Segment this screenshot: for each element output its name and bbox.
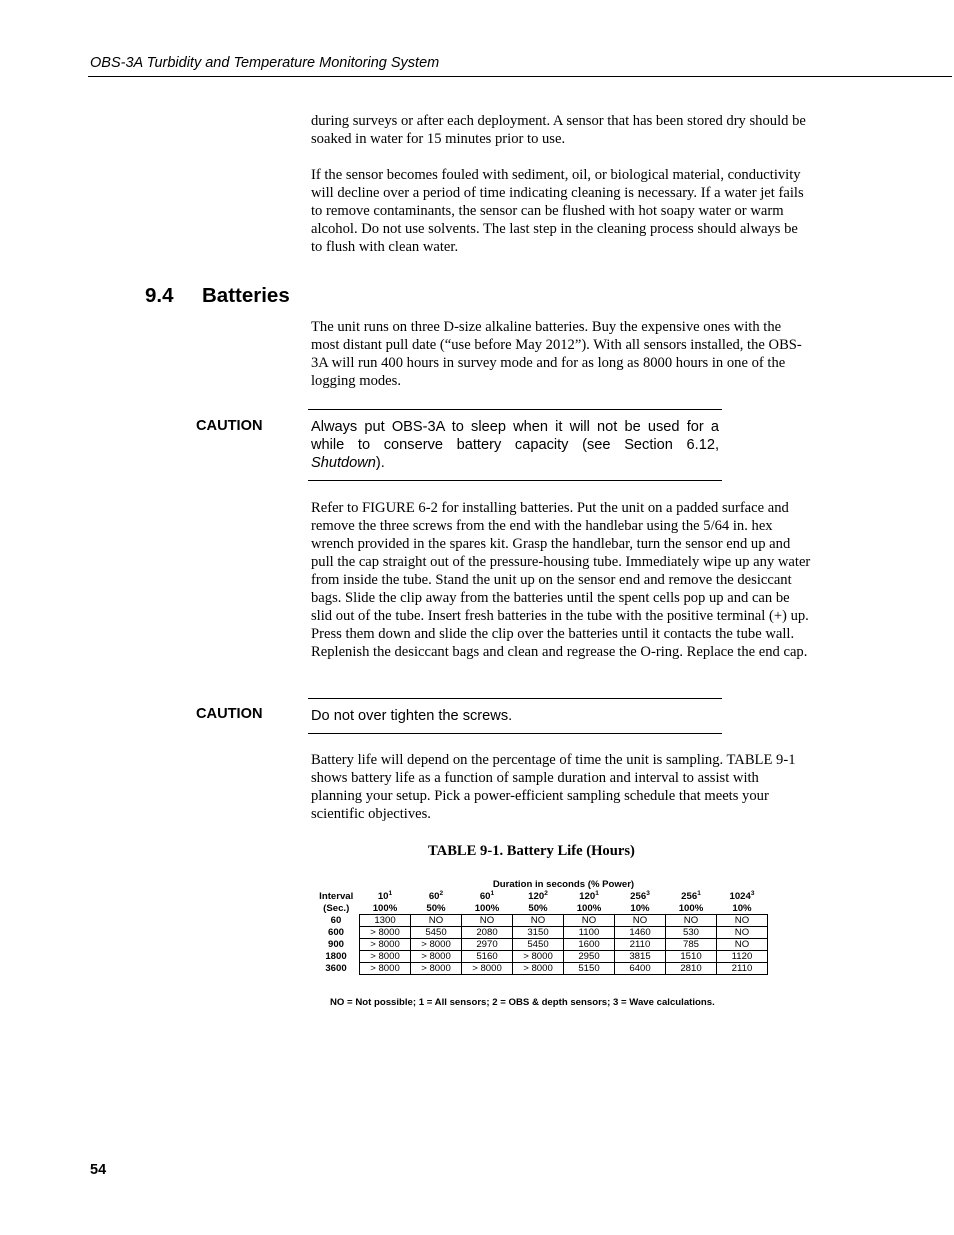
- battery-life-cell: NO: [717, 915, 768, 927]
- battery-life-cell: > 8000: [360, 939, 411, 951]
- section-heading: [145, 284, 290, 308]
- duration-value: 256: [681, 890, 698, 902]
- table-row: [313, 963, 768, 975]
- battery-life-cell: 1510: [666, 951, 717, 963]
- duration-value: 256: [630, 890, 647, 902]
- power-header-cell: 100%: [576, 902, 602, 914]
- table-row: [313, 915, 768, 927]
- table-footnote: NO = Not possible; 1 = All sensors; 2 = OBS & depth sensors; 3 = Wave calculations.: [330, 997, 715, 1008]
- duration-header-cell: [666, 890, 717, 902]
- paragraph-battery-intro: The unit runs on three D-size alkaline batteries. Buy the expensive ones with the most distant pull date (“use before May 2012”). With all sensors installed, the OBS-3A will run 400 hours in survey mode and for as long as 8000 hours in one of the logging modes.: [311, 319, 802, 389]
- battery-life-cell: 2080: [462, 927, 513, 939]
- battery-life-cell: NO: [513, 915, 564, 927]
- battery-life-cell: 5450: [411, 927, 462, 939]
- battery-life-cell: 530: [666, 927, 717, 939]
- battery-life-cell: > 8000: [411, 939, 462, 951]
- battery-life-cell: > 8000: [411, 963, 462, 975]
- battery-life-cell: 2950: [564, 951, 615, 963]
- battery-life-cell: 1120: [717, 951, 768, 963]
- header-divider: [88, 76, 952, 77]
- duration-value: 60: [428, 890, 440, 902]
- power-header-cell: 10%: [732, 902, 752, 914]
- battery-life-cell: 5160: [462, 951, 513, 963]
- battery-life-cell: > 8000: [360, 951, 411, 963]
- duration-footnote-marker: 1: [490, 889, 495, 897]
- caution-text: Do not over tighten the screws.: [311, 708, 513, 724]
- battery-life-cell: NO: [615, 915, 666, 927]
- battery-life-cell: NO: [717, 927, 768, 939]
- caution-label: CAUTION: [196, 418, 263, 434]
- battery-life-cell: > 8000: [360, 963, 411, 975]
- battery-life-cell: > 8000: [513, 963, 564, 975]
- duration-header-cell: [615, 890, 666, 902]
- battery-life-cell: 785: [666, 939, 717, 951]
- battery-life-cell: 1460: [615, 927, 666, 939]
- paragraph-sensor-storage: during surveys or after each deployment. A sensor that has been stored dry should be soaked in water for 15 minutes prior to use.: [311, 113, 806, 147]
- caution-box-sleep: [308, 409, 722, 481]
- power-header-cell: 100%: [474, 902, 500, 914]
- duration-header-cell: [717, 890, 768, 902]
- duration-value: 1024: [729, 890, 751, 902]
- battery-life-cell: 5150: [564, 963, 615, 975]
- duration-value: 10: [377, 890, 389, 902]
- power-header-cell: 100%: [678, 902, 704, 914]
- duration-header-cell: [411, 890, 462, 902]
- caution-label: CAUTION: [196, 706, 263, 722]
- interval-cell: 1800: [325, 951, 347, 962]
- interval-cell: 900: [327, 939, 344, 950]
- power-header-row: [313, 902, 768, 915]
- battery-life-cell: NO: [411, 915, 462, 927]
- interval-header: Interval: [319, 890, 354, 902]
- duration-footnote-marker: 1: [388, 889, 393, 897]
- duration-value: 60: [479, 890, 491, 902]
- table-group-header-row: [313, 878, 768, 890]
- interval-cell: 60: [330, 915, 342, 926]
- battery-life-cell: 2110: [615, 939, 666, 951]
- page-number: 54: [90, 1162, 107, 1178]
- battery-life-cell: 2970: [462, 939, 513, 951]
- paragraph-battery-install: Refer to FIGURE 6-2 for installing batteries. Put the unit on a padded surface and remove the three screws from the end with the handlebar using the 5/64 in. hex wrench provided in the spares kit. Grasp the handlebar, turn the sensor end up and pull the cap straight out of the pressure-housing tube. Immediately wipe up any water from inside the tube. Stand the unit up on the sensor end and remove the desiccant bags. Slide the clip away from the batteries until the spent cells pop up and can be slid out of the tube. Insert fresh batteries in the tube with the positive terminal (+) up. Press them down and slide the clip over the batteries until it contacts the tube wall. Replenish the desiccant bags and clean and regrease the O-ring. Replace the end cap.: [311, 500, 811, 660]
- power-header-cell: 100%: [372, 902, 398, 914]
- duration-header-row: [313, 890, 768, 902]
- duration-footnote-marker: 3: [646, 889, 650, 897]
- power-header-cell: 50%: [528, 902, 548, 914]
- paragraph-battery-life: Battery life will depend on the percentage of time the unit is sampling. TABLE 9-1 shows battery life as a function of sample duration and interval to assist with planning your setup. Pick a power-efficient sampling schedule that meets your scientific objectives.: [311, 752, 796, 822]
- battery-life-cell: 3150: [513, 927, 564, 939]
- battery-life-cell: 1100: [564, 927, 615, 939]
- running-header: OBS-3A Turbidity and Temperature Monitoring System: [90, 55, 440, 71]
- table-row: [313, 951, 768, 963]
- duration-footnote-marker: 3: [750, 889, 755, 897]
- interval-unit-header: (Sec.): [323, 902, 350, 914]
- battery-life-cell: 5450: [513, 939, 564, 951]
- battery-life-cell: > 8000: [513, 951, 564, 963]
- battery-life-table: [313, 878, 768, 975]
- table-caption: TABLE 9-1. Battery Life (Hours): [428, 843, 635, 859]
- duration-header-cell: [360, 890, 411, 902]
- battery-life-cell: 1300: [360, 915, 411, 927]
- table-row: [313, 939, 768, 951]
- battery-life-cell: 3815: [615, 951, 666, 963]
- duration-value: 120: [528, 890, 545, 902]
- duration-header-cell: [513, 890, 564, 902]
- shutdown-reference: Shutdown: [311, 455, 376, 471]
- battery-life-cell: 2110: [717, 963, 768, 975]
- battery-life-cell: NO: [666, 915, 717, 927]
- caution-text: Always put OBS-3A to sleep when it will not be used for a while to conserve battery capacity (see Section 6.12, Shutdown).: [311, 419, 719, 471]
- duration-footnote-marker: 2: [439, 889, 444, 897]
- duration-header-cell: [462, 890, 513, 902]
- paragraph-sensor-cleaning: If the sensor becomes fouled with sediment, oil, or biological material, conductivity will decline over a period of time indicating cleaning is necessary. If a water jet fails to remove contaminants, the sensor can be flushed with hot soapy water or warm alcohol. Do not use solvents. The last step in the cleaning process should always be to flush with clean water.: [311, 167, 804, 255]
- section-number: 9.4: [145, 284, 174, 307]
- duration-group-header: Duration in seconds (% Power): [492, 878, 635, 890]
- battery-life-cell: > 8000: [411, 951, 462, 963]
- interval-cell: 3600: [325, 963, 347, 974]
- battery-life-cell: 2810: [666, 963, 717, 975]
- duration-footnote-marker: 1: [595, 889, 599, 897]
- battery-life-cell: > 8000: [360, 927, 411, 939]
- battery-life-cell: > 8000: [462, 963, 513, 975]
- battery-life-cell: NO: [564, 915, 615, 927]
- battery-life-cell: 6400: [615, 963, 666, 975]
- power-header-cell: 10%: [630, 902, 650, 914]
- duration-footnote-marker: 2: [544, 889, 548, 897]
- interval-cell: 600: [327, 927, 344, 938]
- duration-value: 120: [579, 890, 596, 902]
- power-header-cell: 50%: [426, 902, 446, 914]
- caution-box-screws: [308, 698, 722, 734]
- duration-header-cell: [564, 890, 615, 902]
- battery-life-cell: NO: [462, 915, 513, 927]
- battery-life-cell: NO: [717, 939, 768, 951]
- table-row: [313, 927, 768, 939]
- battery-life-cell: 1600: [564, 939, 615, 951]
- section-title: Batteries: [202, 284, 290, 307]
- duration-footnote-marker: 1: [697, 889, 701, 897]
